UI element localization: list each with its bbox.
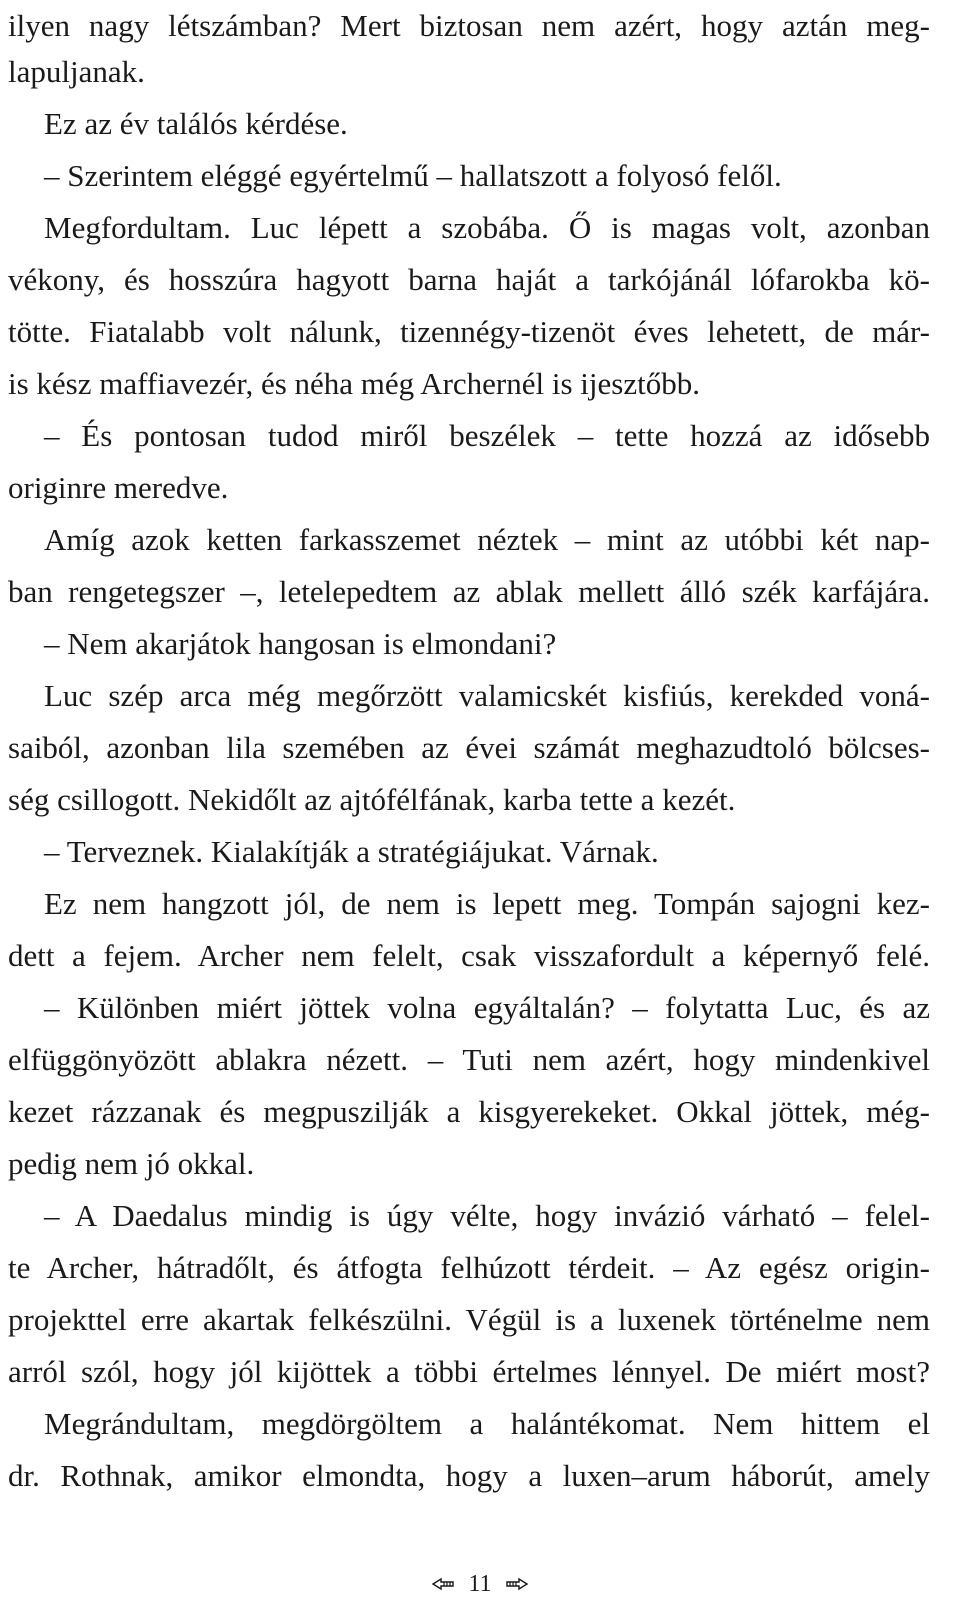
text-line: tötte. Fiatalabb volt nálunk, tizennégy-tizenöt éves lehetett, de már- — [8, 314, 930, 349]
page-number: 11 — [468, 1571, 492, 1597]
text-line: ilyen nagy létszámban? Mert biztosan nem azért, hogy aztán meg- — [8, 8, 930, 43]
text-line: projekttel erre akartak felkészülni. Végül is a luxenek történelme nem — [8, 1302, 930, 1337]
text-line: Megrándultam, megdörgöltem a halántékomat. Nem hittem el — [44, 1406, 930, 1441]
text-line: Ez nem hangzott jól, de nem is lepett meg. Tompán sajogni kez- — [44, 886, 930, 921]
text-line: vékony, és hosszúra hagyott barna haját a tarkójánál lófarokba kö- — [8, 262, 930, 297]
text-line: Megfordultam. Luc lépett a szobába. Ő is magas volt, azonban — [44, 210, 930, 245]
text-line: pedig nem jó okkal. — [8, 1146, 255, 1181]
text-line: dr. Rothnak, amikor elmondta, hogy a luxen–arum háborút, amely — [8, 1458, 930, 1493]
text-line: – Nem akarjátok hangosan is elmondani? — [44, 626, 557, 661]
text-line: elfüggönyözött ablakra nézett. – Tuti nem azért, hogy mindenkivel — [8, 1042, 930, 1077]
text-line: – Szerintem eléggé egyértelmű – hallatszott a folyosó felől. — [44, 158, 782, 193]
ornament-right-icon — [506, 1577, 528, 1591]
text-line: Amíg azok ketten farkasszemet néztek – mint az utóbbi két nap- — [44, 522, 930, 557]
text-line: ség csillogott. Nekidőlt az ajtófélfának, karba tette a kezét. — [8, 782, 736, 817]
text-line: – A Daedalus mindig is úgy vélte, hogy invázió várható – felel- — [44, 1198, 930, 1233]
text-line: originre meredve. — [8, 470, 229, 505]
ornament-left-icon — [432, 1577, 454, 1591]
text-line: arról szól, hogy jól kijöttek a többi értelmes lénnyel. De miért most? — [8, 1354, 930, 1389]
text-line: is kész maffiavezér, és néha még Archernél is ijesztőbb. — [8, 366, 700, 401]
text-line: saiból, azonban lila szemében az évei számát meghazudtoló bölcses- — [8, 730, 930, 765]
text-line: – Terveznek. Kialakítják a stratégiájukat. Várnak. — [44, 834, 659, 869]
text-line: – Különben miért jöttek volna egyáltalán? – folytatta Luc, és az — [44, 990, 930, 1025]
text-line: Ez az év találós kérdése. — [44, 106, 348, 141]
text-line: – És pontosan tudod miről beszélek – tette hozzá az idősebb — [44, 418, 930, 453]
text-line: dett a fejem. Archer nem felelt, csak visszafordult a képernyő felé. — [8, 938, 930, 973]
text-line: te Archer, hátradőlt, és átfogta felhúzott térdeit. – Az egész origin- — [8, 1250, 930, 1285]
text-line: Luc szép arca még megőrzött valamicskét kisfiús, kerekded voná- — [44, 678, 930, 713]
text-line: kezet rázzanak és megpuszilják a kisgyerekeket. Okkal jöttek, még- — [8, 1094, 930, 1129]
text-line: lapuljanak. — [8, 54, 145, 89]
text-line: ban rengetegszer –, letelepedtem az ablak mellett álló szék karfájára. — [8, 574, 930, 609]
page-footer — [0, 1564, 960, 1604]
